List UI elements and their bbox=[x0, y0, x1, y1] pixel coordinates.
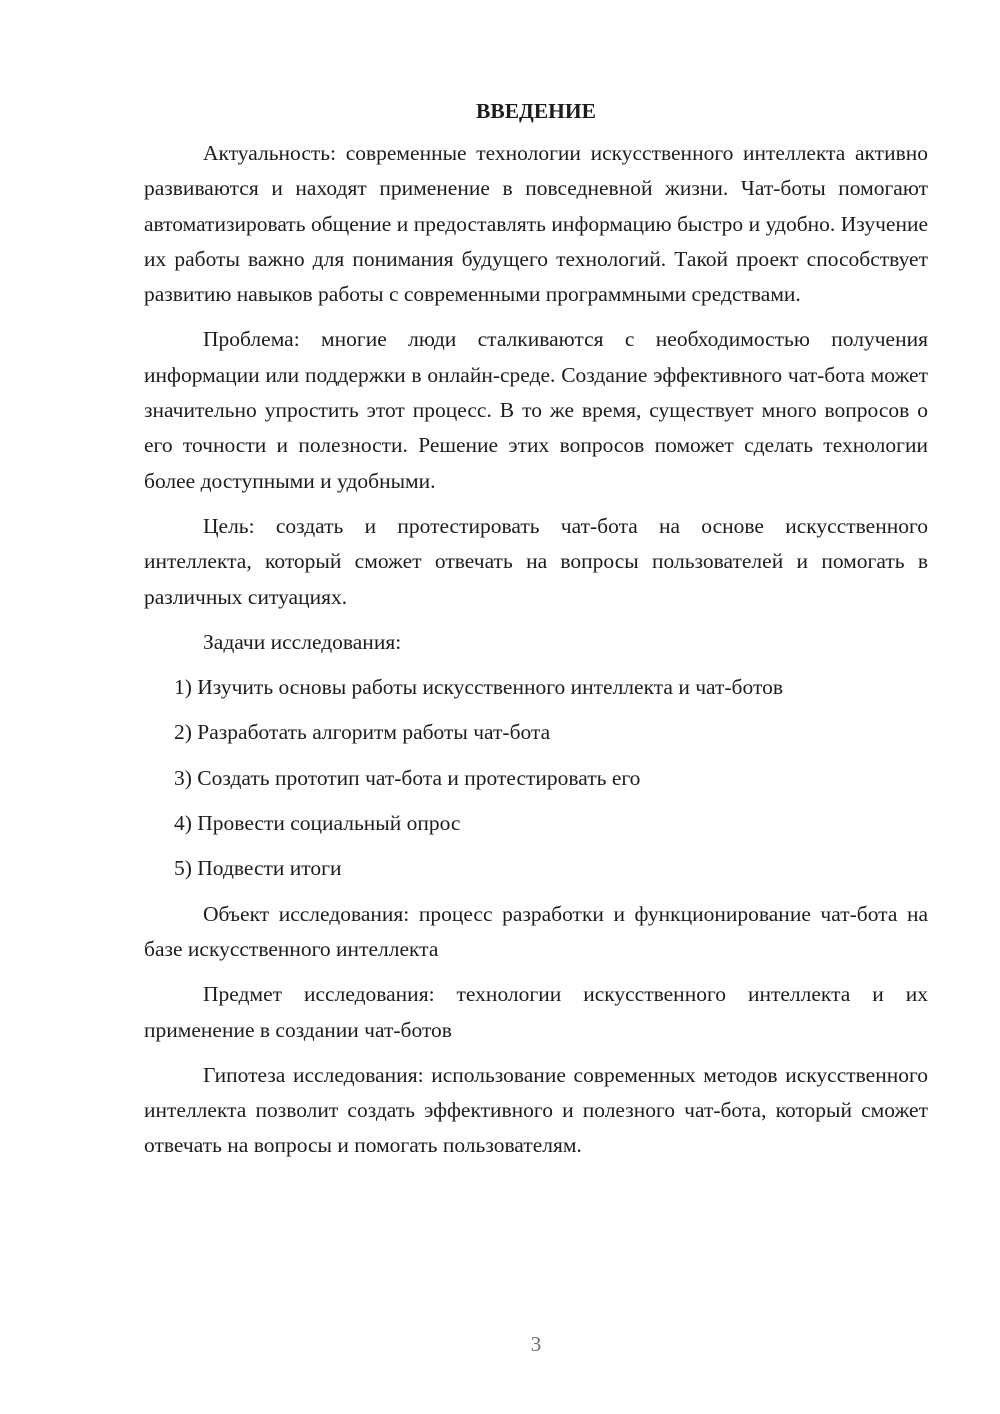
tasks-list bbox=[144, 670, 928, 886]
document-page bbox=[144, 96, 928, 1174]
task-item: 4) Провести социальный опрос bbox=[174, 811, 461, 836]
paragraph-hypothesis: Гипотеза исследования: использование современных методов искусственного интеллекта позволит создать эффективного и полезного чат-бота, который сможет отвечать на вопросы и помогать пользователям. bbox=[144, 1062, 928, 1158]
task-item: 2) Разработать алгоритм работы чат-бота bbox=[174, 720, 551, 745]
task-item: 1) Изучить основы работы искусственного интеллекта и чат-ботов bbox=[174, 675, 783, 700]
paragraph-goal: Цель: создать и протестировать чат-бота на основе искусственного интеллекта, который сможет отвечать на вопросы пользователей и помогать в различных ситуациях. bbox=[144, 513, 928, 609]
paragraph-relevance: Актуальность: современные технологии искусственного интеллекта активно развиваются и находят применение в повседневной жизни. Чат-боты помогают автоматизировать общение и предоставлять информацию быстро и удобно. Изучение их работы важно для понимания будущего технологий. Такой проект способствует развитию навыков работы с современными программными средствами. bbox=[144, 141, 928, 307]
paragraph-subject: Предмет исследования: технологии искусственного интеллекта и их применение в создании чат-ботов bbox=[144, 982, 928, 1042]
task-item: 5) Подвести итоги bbox=[174, 856, 342, 881]
tasks-heading: Задачи исследования: bbox=[203, 629, 402, 654]
paragraph-object: Объект исследования: процесс разработки и функционирование чат-бота на базе искусственного интеллекта bbox=[144, 901, 928, 961]
page-number: 3 bbox=[530, 1332, 542, 1356]
page-title: ВВЕДЕНИЕ bbox=[476, 99, 596, 123]
paragraph-problem: Проблема: многие люди сталкиваются с необходимостью получения информации или поддержки в онлайн-среде. Создание эффективного чат-бота может значительно упростить этот процесс. В то же время, существует много вопросов о его точности и полезности. Решение этих вопросов поможет сделать технологии более доступными и удобными. bbox=[144, 327, 928, 493]
task-item: 3) Создать прототип чат-бота и протестировать его bbox=[174, 765, 641, 790]
